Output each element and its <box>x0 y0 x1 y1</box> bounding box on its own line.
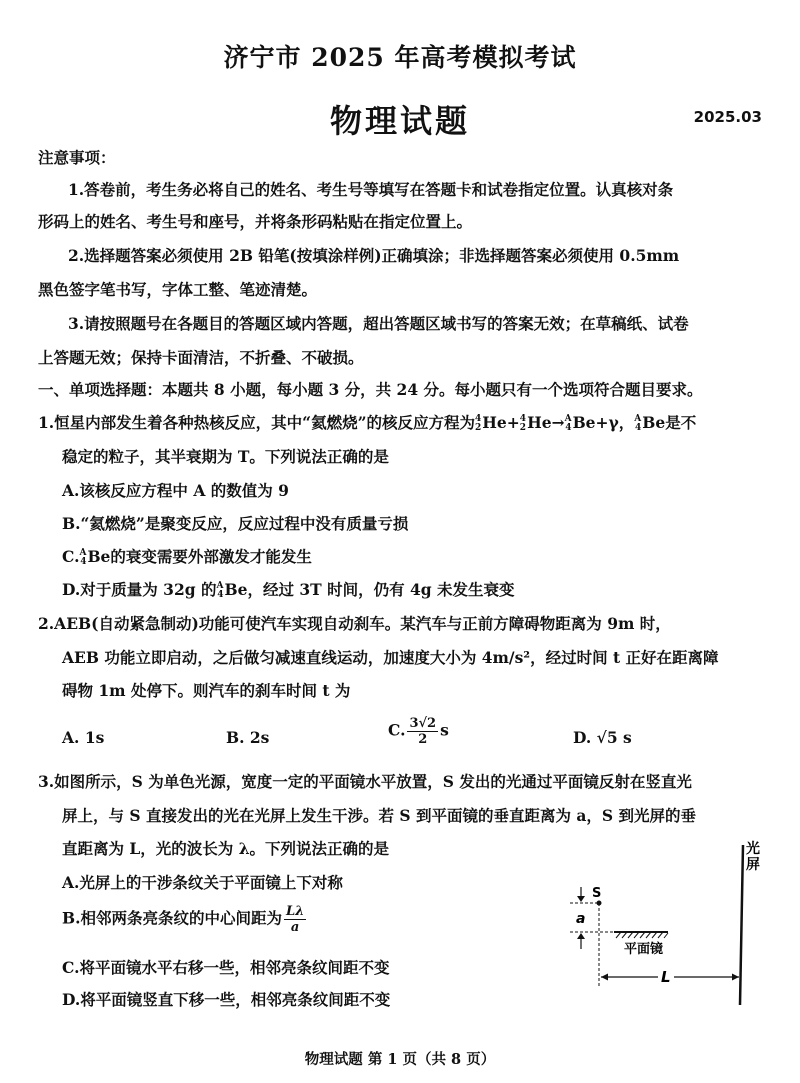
nuclide-he-1 <box>475 413 507 433</box>
be-mass-number: A <box>564 414 572 424</box>
he-mass-number: 4 <box>475 414 482 424</box>
section-1-heading: 一、单项选择题：本题共 8 小题，每小题 3 分，共 24 分。每小题只有一个选项符合题目要求。 <box>38 380 703 399</box>
q3-stem-line-2: 屏上，与 S 直接发出的光在光屏上发生干涉。若 S 到平面镜的垂直距离为 a，S 到光屏的垂 <box>62 806 697 825</box>
q3-option-b <box>62 904 308 935</box>
exam-date: 2025.03 <box>693 108 762 126</box>
notice-item-2-line-2: 黑色签字笔书写，字体工整、笔迹清楚。 <box>38 280 318 299</box>
lloyd-mirror-diagram <box>560 835 775 1015</box>
he-atomic-number: 2 <box>519 423 527 433</box>
be-symbol: Be <box>224 580 248 599</box>
q1-option-c-text: 的衰变需要外部激发才能发生 <box>110 547 312 566</box>
a-arrowhead-bottom <box>577 933 585 939</box>
q3-stem-line-1: 3.如图所示，S 为单色光源，宽度一定的平面镜水平放置，S 发出的光通过平面镜反射在竖直光 <box>38 772 692 791</box>
q1-option-d <box>62 580 514 600</box>
q1-option-c <box>62 547 312 567</box>
q2-option-d: D. √5 s <box>573 728 632 747</box>
nuclide-be-c <box>79 547 110 567</box>
be-mass-number: A <box>79 548 87 558</box>
be-atomic-number: 4 <box>80 557 87 567</box>
be-atomic-number: 4 <box>565 423 572 433</box>
subject-title: 物理试题 <box>329 102 470 140</box>
q2-option-c <box>388 716 449 747</box>
q1-option-c-prefix: C. <box>62 547 80 566</box>
notice-item-2-line-1: 2.选择题答案必须使用 2B 铅笔(按填涂样例)正确填涂；非选择题答案必须使用 0.5mm <box>68 246 680 265</box>
be-mass-number: A <box>216 581 224 591</box>
q3-option-c: C.将平面镜水平右移一些，相邻亮条纹间距不变 <box>62 958 390 977</box>
be-atomic-number: 4 <box>634 423 642 433</box>
unit-seconds: s <box>440 720 449 740</box>
exam-title: 济宁市 2025 年高考模拟考试 <box>223 43 577 72</box>
a-arrowhead-top <box>577 896 585 902</box>
q1-stem-line-2: 稳定的粒子，其半衰期为 T。下列说法正确的是 <box>62 447 389 466</box>
q1-stem-line-1 <box>38 413 696 433</box>
be-symbol: Be <box>642 413 666 432</box>
plus-sign: + <box>506 413 520 432</box>
fraction-denominator: a <box>290 920 300 935</box>
be-mass-number: A <box>634 414 642 424</box>
notice-item-3-line-1: 3.请按照题号在各题目的答题区域内答题，超出答题区域书写的答案无效；在草稿纸、试卷 <box>68 314 689 333</box>
nuclide-be-1 <box>565 413 596 433</box>
screen-label-2: 屏 <box>746 857 760 873</box>
fraction-numerator: 3√2 <box>409 716 437 731</box>
page-footer: 物理试题 第 1 页（共 8 页） <box>304 1051 496 1068</box>
he-mass-number: 4 <box>519 414 527 424</box>
q2-option-c-prefix: C. <box>388 720 406 740</box>
q2-stem-line-2: AEB 功能立即启动，之后做匀减速直线运动，加速度大小为 4m/s²，经过时间 t 正好在距离障 <box>62 648 719 667</box>
a-label: a <box>576 911 586 927</box>
light-screen-line <box>740 845 743 1005</box>
notice-item-3-line-2: 上答题无效；保持卡面清洁，不折叠、不破损。 <box>38 348 364 367</box>
fraction-numerator: Lλ <box>286 904 305 919</box>
q2-option-b: B. 2s <box>226 728 270 747</box>
q3-option-d: D.将平面镜竖直下移一些，相邻亮条纹间距不变 <box>62 990 391 1009</box>
be-symbol: Be <box>572 413 596 432</box>
q2-option-c-fraction <box>407 716 438 747</box>
notice-item-1-line-1: 1.答卷前，考生务必将自己的姓名、考生号等填写在答题卡和试卷指定位置。认真核对条 <box>68 180 674 199</box>
he-symbol: He <box>527 413 552 432</box>
q1-option-d-text: ，经过 3T 时间，仍有 4g 未发生衰变 <box>247 580 515 599</box>
notice-item-1-line-2: 形码上的姓名、考生号和座号，并将条形码粘贴在指定位置上。 <box>38 212 473 231</box>
q3-stem-line-3: 直距离为 L，光的波长为 λ。下列说法正确的是 <box>62 839 390 858</box>
q3-option-a: A.光屏上的干涉条纹关于平面镜上下对称 <box>62 873 343 892</box>
nuclide-be-2 <box>634 413 665 433</box>
L-label: L <box>661 968 671 986</box>
be-symbol: Be <box>87 547 111 566</box>
q2-stem-line-1: 2.AEB(自动紧急制动)功能可使汽车实现自动刹车。某汽车与正前方障碍物距离为 9m 时， <box>38 614 671 633</box>
q1-option-a: A.该核反应方程中 A 的数值为 9 <box>62 481 289 500</box>
L-arrowhead-right <box>732 974 739 981</box>
q1-option-d-prefix: D.对于质量为 32g 的 <box>62 580 217 599</box>
mirror-label: 平面镜 <box>624 942 664 957</box>
source-label: S <box>592 886 602 901</box>
L-arrowhead-left <box>601 974 608 981</box>
q1-stem-b: 是不 <box>665 413 697 432</box>
he-symbol: He <box>482 413 507 432</box>
screen-label-1: 光 <box>746 841 760 857</box>
be-atomic-number: 4 <box>217 590 224 600</box>
q2-stem-line-3: 碍物 1m 处停下。则汽车的刹车时间 t 为 <box>62 681 351 700</box>
reaction-arrow: → <box>551 413 565 432</box>
gamma-term: +γ， <box>595 413 635 432</box>
q3-option-b-prefix: B.相邻两条亮条纹的中心间距为 <box>62 908 282 928</box>
nuclide-he-2 <box>520 413 552 433</box>
he-atomic-number: 2 <box>475 423 482 433</box>
q2-option-a: A. 1s <box>62 728 105 747</box>
q3-option-b-fraction <box>284 904 306 935</box>
nuclide-be-d <box>217 580 248 600</box>
notice-heading: 注意事项： <box>38 148 116 167</box>
q1-stem-a: 1.恒星内部发生着各种热核反应，其中“氦燃烧”的核反应方程为 <box>38 413 476 432</box>
fraction-denominator: 2 <box>418 732 428 747</box>
q1-option-b: B.“氦燃烧”是聚变反应，反应过程中没有质量亏损 <box>62 514 409 533</box>
